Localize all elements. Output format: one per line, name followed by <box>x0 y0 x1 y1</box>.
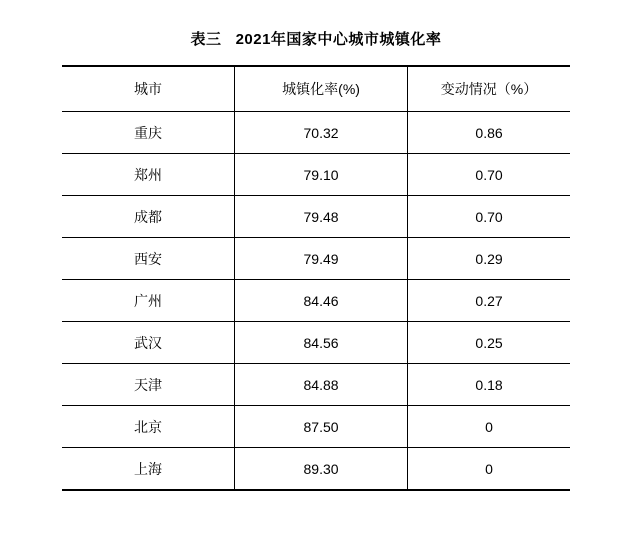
table-row <box>62 364 570 406</box>
table-caption <box>0 0 632 65</box>
table-row <box>62 196 570 238</box>
column-header-city: 城市 <box>62 66 235 112</box>
cell-change: 0.70 <box>408 154 570 196</box>
cell-change: 0.18 <box>408 364 570 406</box>
cell-change: 0.27 <box>408 280 570 322</box>
urbanization-rate-table <box>62 65 570 491</box>
table-row <box>62 238 570 280</box>
table-caption-text: 2021年国家中心城市城镇化率 <box>235 31 442 48</box>
cell-rate: 79.10 <box>235 154 408 196</box>
cell-city: 西安 <box>62 238 235 280</box>
cell-rate: 84.46 <box>235 280 408 322</box>
cell-city: 北京 <box>62 406 235 448</box>
cell-city: 郑州 <box>62 154 235 196</box>
table-row <box>62 154 570 196</box>
cell-change: 0 <box>408 406 570 448</box>
cell-city: 天津 <box>62 364 235 406</box>
table-body <box>62 112 570 491</box>
cell-change: 0.86 <box>408 112 570 154</box>
cell-rate: 79.49 <box>235 238 408 280</box>
cell-rate: 87.50 <box>235 406 408 448</box>
table-row <box>62 448 570 491</box>
cell-change: 0.25 <box>408 322 570 364</box>
table-row <box>62 406 570 448</box>
table-header-row <box>62 66 570 112</box>
cell-city: 武汉 <box>62 322 235 364</box>
column-header-change: 变动情况（%） <box>408 66 570 112</box>
cell-change: 0 <box>408 448 570 491</box>
cell-rate: 89.30 <box>235 448 408 491</box>
column-header-rate: 城镇化率(%) <box>235 66 408 112</box>
table-caption-label: 表三 <box>190 31 222 48</box>
cell-rate: 70.32 <box>235 112 408 154</box>
table-row <box>62 112 570 154</box>
cell-city: 成都 <box>62 196 235 238</box>
cell-city: 上海 <box>62 448 235 491</box>
cell-city: 广州 <box>62 280 235 322</box>
table-container <box>62 65 570 491</box>
table-row <box>62 322 570 364</box>
cell-change: 0.29 <box>408 238 570 280</box>
cell-rate: 84.56 <box>235 322 408 364</box>
cell-rate: 79.48 <box>235 196 408 238</box>
cell-city: 重庆 <box>62 112 235 154</box>
table-header <box>62 66 570 112</box>
table-row <box>62 280 570 322</box>
cell-rate: 84.88 <box>235 364 408 406</box>
cell-change: 0.70 <box>408 196 570 238</box>
